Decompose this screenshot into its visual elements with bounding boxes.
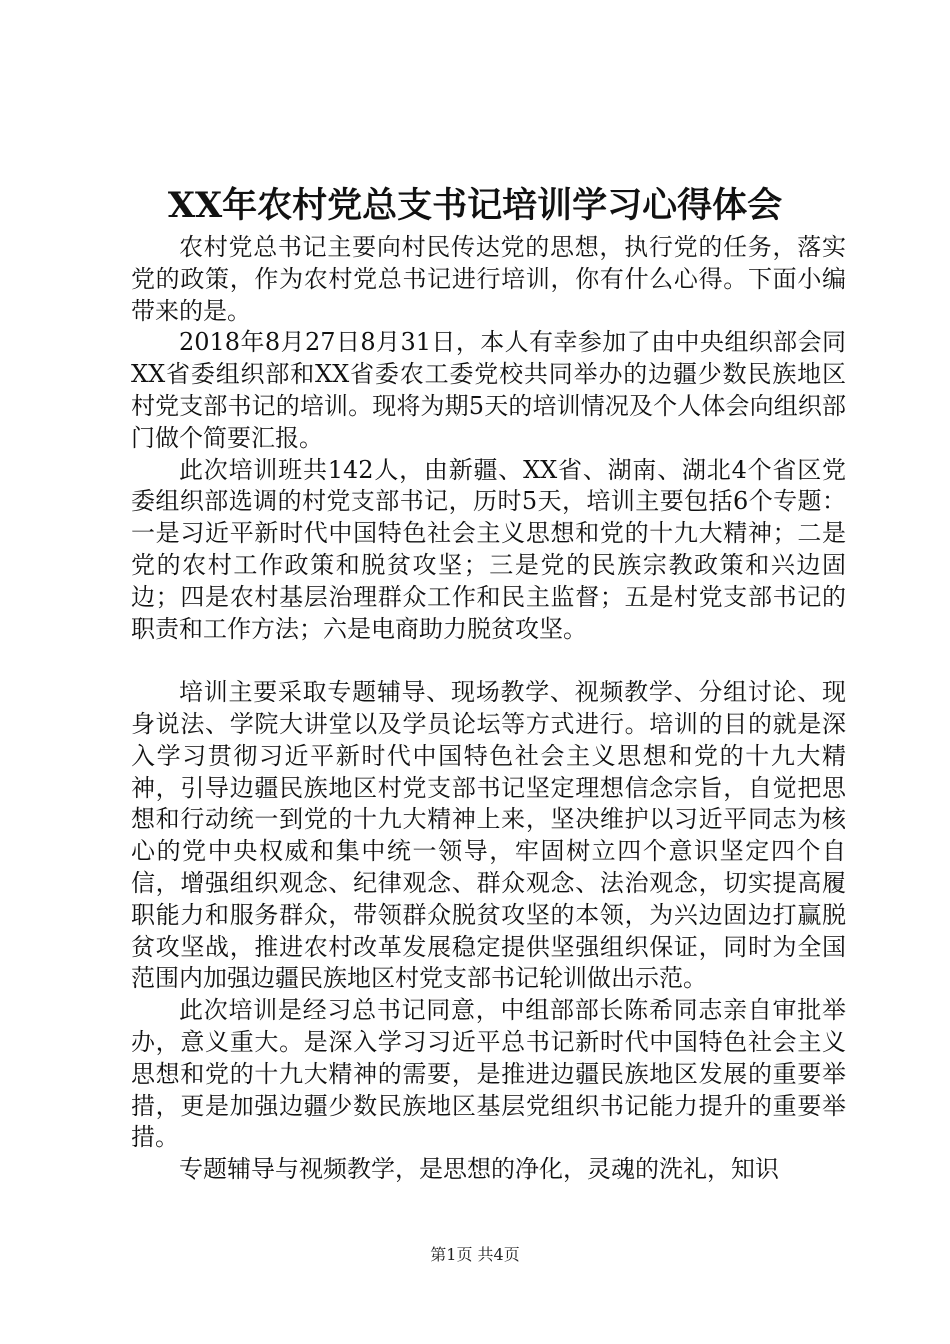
- paragraph-intro: 农村党总书记主要向村民传达党的思想，执行党的任务，落实党的政策，作为农村党总书记进行培训，你有什么心得。下面小编带来的是。: [131, 233, 846, 325]
- paragraph-training-topics: 此次培训班共142人，由新疆、XX省、湖南、湖北4个省区党委组织部选调的村党支部书记，历时5天，培训主要包括6个专题：一是习近平新时代中国特色社会主义思想和党的十九大精神；二是党的农村工作政策和脱贫攻坚；三是党的民族宗教政策和兴边固边；四是农村基层治理群众工作和民主监督；五是村党支部书记的职责和工作方法；六是电商助力脱贫攻坚。: [131, 455, 846, 643]
- page-title: XX年农村党总支书记培训学习心得体会: [167, 185, 783, 226]
- paragraph-training-date: 2018年8月27日8月31日，本人有幸参加了由中央组织部会同XX省委组织部和XX省委农工委党校共同举办的边疆少数民族地区村党支部书记的培训。现将为期5天的培训情况及个人体会向组织部门做个简要汇报。: [131, 328, 846, 452]
- paragraph-training-methods: 培训主要采取专题辅导、现场教学、视频教学、分组讨论、现身说法、学院大讲堂以及学员论坛等方式进行。培训的目的就是深入学习贯彻习近平新时代中国特色社会主义思想和党的十九大精神，引导边疆民族地区村党支部书记坚定理想信念宗旨，自觉把思想和行动统一到党的十九大精神上来，坚决维护以习近平同志为核心的党中央权威和集中统一领导，牢固树立四个意识坚定四个自信，增强组织观念、纪律观念、群众观念、法治观念，切实提高履职能力和服务群众，带领群众脱贫攻坚的本领，为兴边固边打赢脱贫攻坚战，推进农村改革发展稳定提供坚强组织保证，同时为全国范围内加强边疆民族地区村党支部书记轮训做出示范。: [131, 678, 846, 993]
- paragraph-significance: 此次培训是经习总书记同意，中组部部长陈希同志亲自审批举办，意义重大。是深入学习习近平总书记新时代中国特色社会主义思想和党的十九大精神的需要，是推进边疆民族地区发展的重要举措，更是加强边疆少数民族地区基层党组织书记能力提升的重要举措。: [131, 996, 846, 1152]
- paragraph-lectures: 专题辅导与视频教学，是思想的净化，灵魂的洗礼，知识: [179, 1155, 779, 1184]
- document-body: [131, 232, 846, 1186]
- page-number: 第1页 共4页: [430, 1245, 520, 1264]
